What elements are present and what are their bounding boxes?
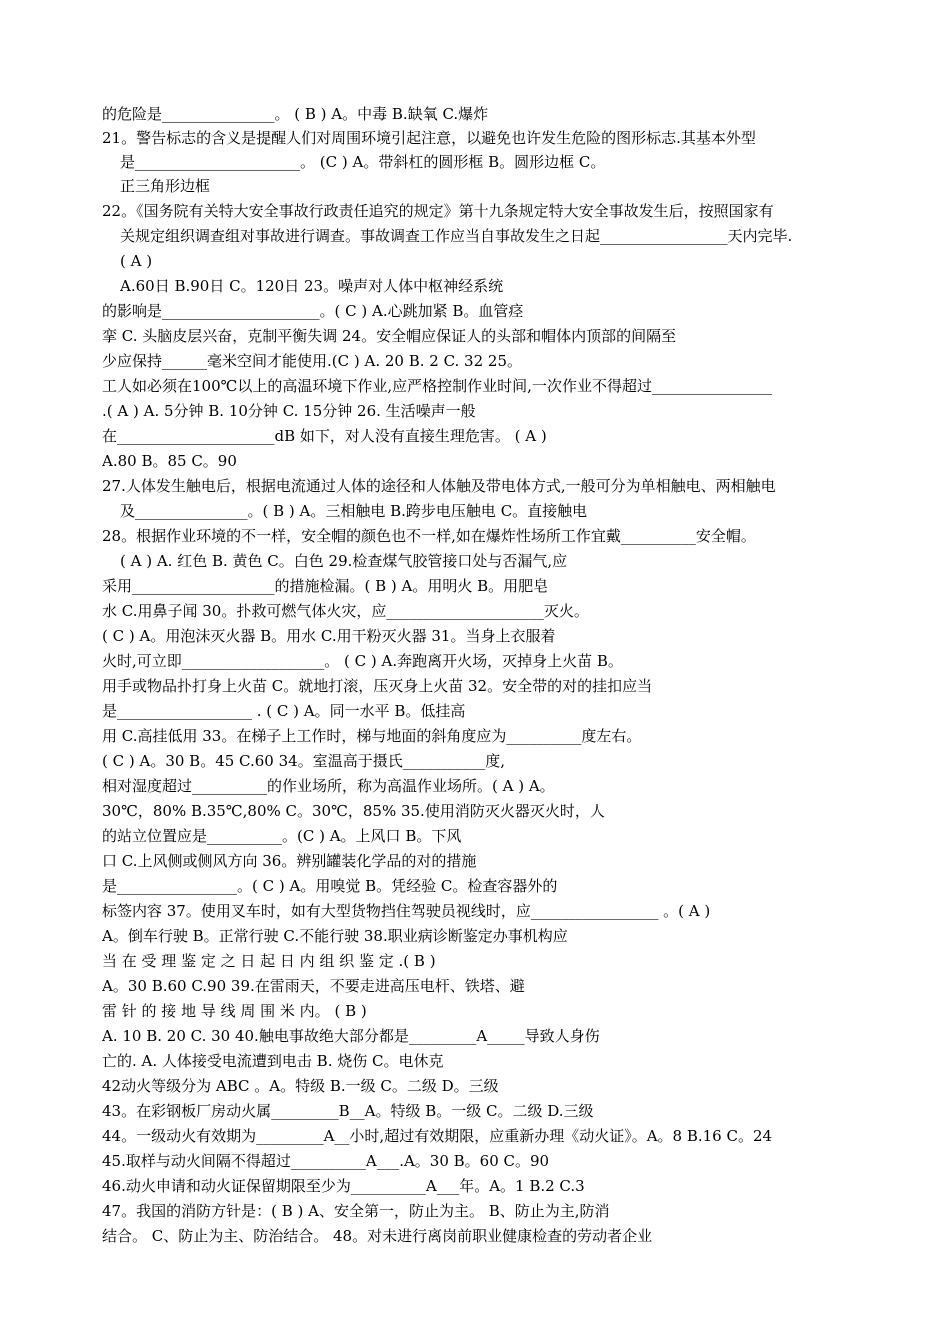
text-line: 挛 C. 头脑皮层兴奋，克制平衡失调 24。安全帽应保证人的头部和帽体内顶部的间隔至: [102, 327, 677, 345]
text-line: 42动火等级分为 ABC 。A。特级 B.一级 C。二级 D。三级: [102, 1077, 499, 1095]
text-line: 及_______________。( B ) A。三相触电 B.跨步电压触电 C。直接触电: [120, 502, 588, 520]
text-line: 22。《国务院有关特大安全事故行政责任追究的规定》第十九条规定特大安全事故发生后，按照国家有: [102, 202, 774, 220]
text-line: ( A ) A. 红色 B. 黄色 C。白色 29.检查煤气胶管接口处与否漏气,应: [120, 552, 568, 570]
text-line: 43。在彩钢板厂房动火属_________B__A。特级 B。一级 C。二级 D.三级: [102, 1102, 594, 1120]
text-line: A。倒车行驶 B。正常行驶 C.不能行驶 38.职业病诊断鉴定办事机构应: [102, 927, 568, 945]
text-line: .( A ) A. 5分钟 B. 10分钟 C. 15分钟 26. 生活噪声一般: [102, 402, 476, 420]
text-line: 的影响是_____________________。( C ) A.心跳加紧 B。血管痉: [102, 302, 524, 320]
text-line: 的站立位置应是__________。(C ) A。上风口 B。下风: [102, 827, 462, 845]
text-line: 相对湿度超过__________的作业场所，称为高温作业场所。( A ) A。: [102, 777, 555, 795]
text-line: 在_____________________dB 如下，对人没有直接生理危害。 ( A ): [102, 427, 547, 445]
text-line: 火时,可立即___________________。 ( C ) A.奔跑离开火场，灭掉身上火苗 B。: [102, 652, 623, 670]
text-line: 46.动火申请和动火证保留期限至少为__________A___年。A。1 B.2 C.3: [102, 1177, 585, 1195]
text-line: 47。我国的消防方针是：( B ) A、安全第一，防止为主。 B、防止为主,防消: [102, 1202, 610, 1220]
text-line: ( C ) A。用泡沫灭火器 B。用水 C.用干粉灭火器 31。当身上衣服着: [102, 627, 556, 645]
text-line: 当 在 受 理 鉴 定 之 日 起 日 内 组 织 鉴 定 .( B ): [102, 952, 436, 970]
text-line: 水 C.用鼻子闻 30。扑救可燃气体火灾，应_____________________灭火。: [102, 602, 589, 620]
text-line: 用手或物品扑打身上火苗 C。就地打滚，压灭身上火苗 32。安全带的对的挂扣应当: [102, 677, 653, 695]
text-line: 用 C.高挂低用 33。在梯子上工作时，梯与地面的斜角度应为__________度左右。: [102, 727, 642, 745]
text-line: 雷 针 的 接 地 导 线 周 围 米 内。 ( B ): [102, 1002, 367, 1020]
text-line: 关规定组织调查组对事故进行调查。事故调查工作应当自事故发生之日起_________________天内完毕.: [120, 227, 793, 245]
text-line: 45.取样与动火间隔不得超过__________A___.A。30 B。60 C。90: [102, 1152, 550, 1170]
text-line: 工人如必须在100℃以上的高温环境下作业,应严格控制作业时间,一次作业不得超过________________: [102, 377, 772, 395]
text-line: A.60日 B.90日 C。120日 23。噪声对人体中枢神经系统: [120, 277, 504, 295]
text-line: 采用___________________的措施检漏。( B ) A。用明火 B。用肥皂: [102, 577, 549, 595]
text-line: 27.人体发生触电后，根据电流通过人体的途径和人体触及带电体方式,一般可分为单相触电、两相触电: [102, 477, 776, 495]
text-line: 是__________________ . ( C ) A。同一水平 B。低挂高: [102, 702, 466, 720]
text-line: A.80 B。85 C。90: [102, 452, 237, 470]
text-line: 结合。 C、防止为主、防治结合。 48。对未进行离岗前职业健康检查的劳动者企业: [102, 1227, 653, 1245]
text-line: 口 C.上风侧或侧风方向 36。辨别罐装化学品的对的措施: [102, 852, 477, 870]
text-line: 44。一级动火有效期为_________A__小时,超过有效期限，应重新办理《动火证》。A。8 B.16 C。24: [102, 1127, 773, 1145]
text-line: ( A ): [120, 252, 153, 270]
text-line: 是________________。( C ) A。用嗅觉 B。凭经验 C。检查容器外的: [102, 877, 558, 895]
text-line: 21。警告标志的含义是提醒人们对周围环境引起注意，以避免也许发生危险的图形标志.其基本外型: [102, 129, 756, 147]
text-line: 30℃，80% B.35℃,80% C。30℃，85% 35.使用消防灭火器灭火时，人: [102, 802, 605, 820]
text-line: 标签内容 37。使用叉车时，如有大型货物挡住驾驶员视线时，应_________________ 。( A ): [102, 902, 711, 920]
text-line: 正三角形边框: [120, 177, 211, 195]
text-line: 亡的. A. 人体接受电流遭到电击 B. 烧伤 C。电休克: [102, 1052, 444, 1070]
text-line: 28。根据作业环境的不一样，安全帽的颜色也不一样,如在爆炸性场所工作宜戴__________安全帽。: [102, 527, 756, 545]
text-line: A. 10 B. 20 C. 30 40.触电事故绝大部分都是_________A_____导致人身伤: [102, 1027, 600, 1045]
text-line: 少应保持______毫米空间才能使用.(C ) A. 20 B. 2 C. 32 25。: [102, 352, 523, 370]
text-line: 的危险是_______________。 ( B ) A。中毒 B.缺氧 C.爆炸: [102, 105, 489, 123]
text-line: ( C ) A。30 B。45 C.60 34。室温高于摄氏___________度,: [102, 752, 505, 770]
text-line: A。30 B.60 C.90 39.在雷雨天，不要走进高压电杆、铁塔、避: [102, 977, 525, 995]
text-line: 是______________________。 (C ) A。带斜杠的圆形框 B。圆形边框 C。: [120, 153, 606, 171]
